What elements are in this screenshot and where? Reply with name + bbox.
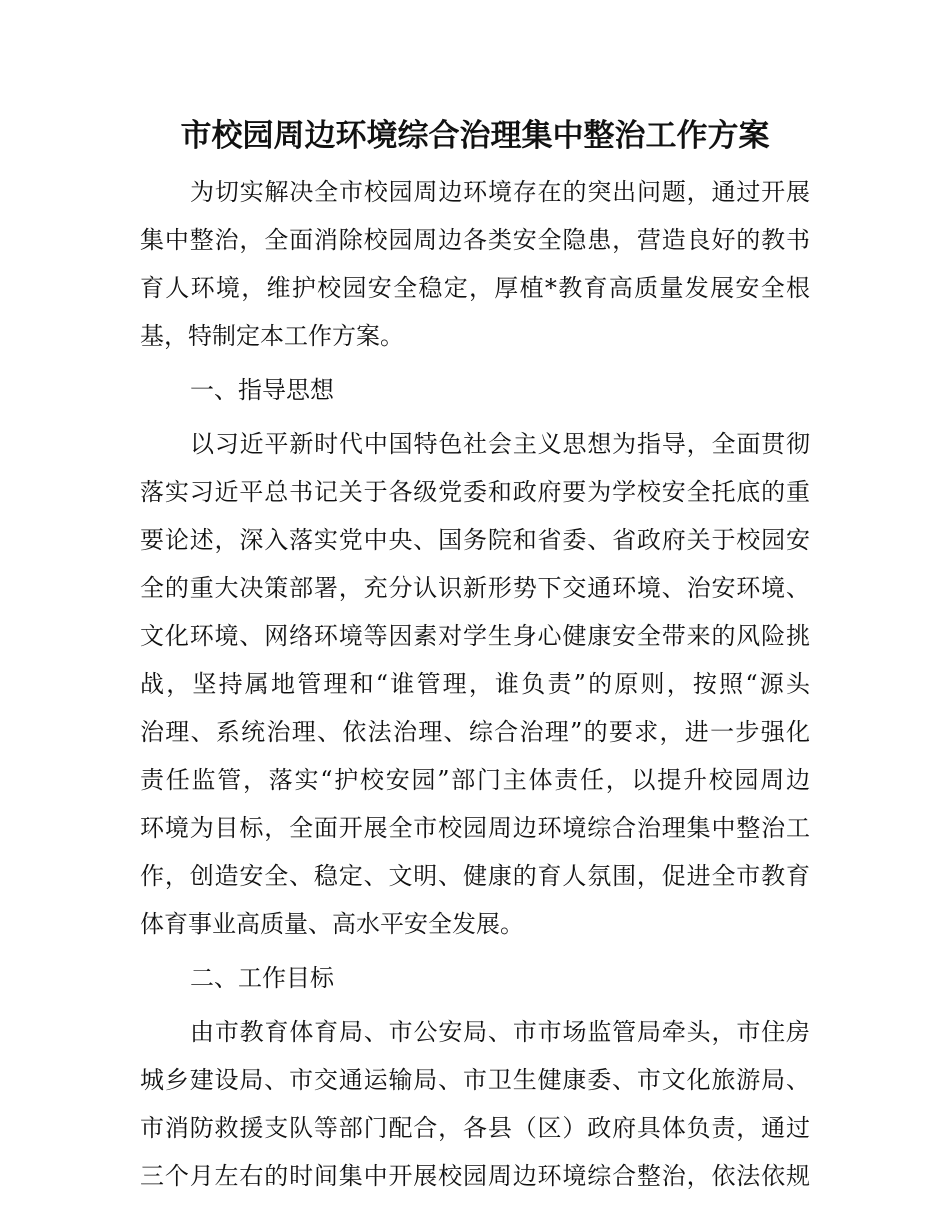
body-line: 三个月左右的时间集中开展校园周边环境综合整治，依法依规 (140, 1162, 810, 1190)
body-line: 市消防救援支队等部门配合，各县（区）政府具体负责，通过 (140, 1114, 810, 1142)
body-line: 城乡建设局、市交通运输局、市卫生健康委、市文化旅游局、 (140, 1066, 810, 1094)
body-line: 集中整治，全面消除校园周边各类安全隐患，营造良好的教书 (140, 226, 810, 254)
body-line: 落实习近平总书记关于各级党委和政府要为学校安全托底的重 (140, 478, 810, 506)
body-line: 文化环境、网络环境等因素对学生身心健康安全带来的风险挑 (140, 622, 810, 650)
body-line: 责任监管，落实“护校安园”部门主体责任，以提升校园周边 (140, 766, 810, 794)
body-line: 作，创造安全、稳定、文明、健康的育人氛围，促进全市教育 (140, 862, 810, 890)
body-line: 一、指导思想 (190, 376, 334, 404)
body-line: 要论述，深入落实党中央、国务院和省委、省政府关于校园安 (140, 526, 810, 554)
body-line: 环境为目标，全面开展全市校园周边环境综合治理集中整治工 (140, 814, 810, 842)
document-title: 市校园周边环境综合治理集中整治工作方案 (180, 118, 770, 154)
document-body (140, 168, 810, 1200)
body-line: 基，特制定本工作方案。 (140, 322, 404, 350)
body-line: 由市教育体育局、市公安局、市市场监管局牵头，市住房 (190, 1018, 810, 1046)
body-line: 为切实解决全市校园周边环境存在的突出问题，通过开展 (190, 178, 810, 206)
body-line: 战，坚持属地管理和“谁管理，谁负责”的原则，按照“源头 (140, 670, 810, 698)
body-line: 以习近平新时代中国特色社会主义思想为指导，全面贯彻 (190, 430, 810, 458)
body-line: 二、工作目标 (190, 964, 334, 992)
body-line: 育人环境，维护校园安全稳定，厚植*教育高质量发展安全根 (140, 274, 810, 302)
body-line: 体育事业高质量、高水平安全发展。 (140, 910, 524, 938)
body-line: 治理、系统治理、依法治理、综合治理”的要求，进一步强化 (140, 718, 810, 746)
body-line: 全的重大决策部署，充分认识新形势下交通环境、治安环境、 (140, 574, 810, 602)
